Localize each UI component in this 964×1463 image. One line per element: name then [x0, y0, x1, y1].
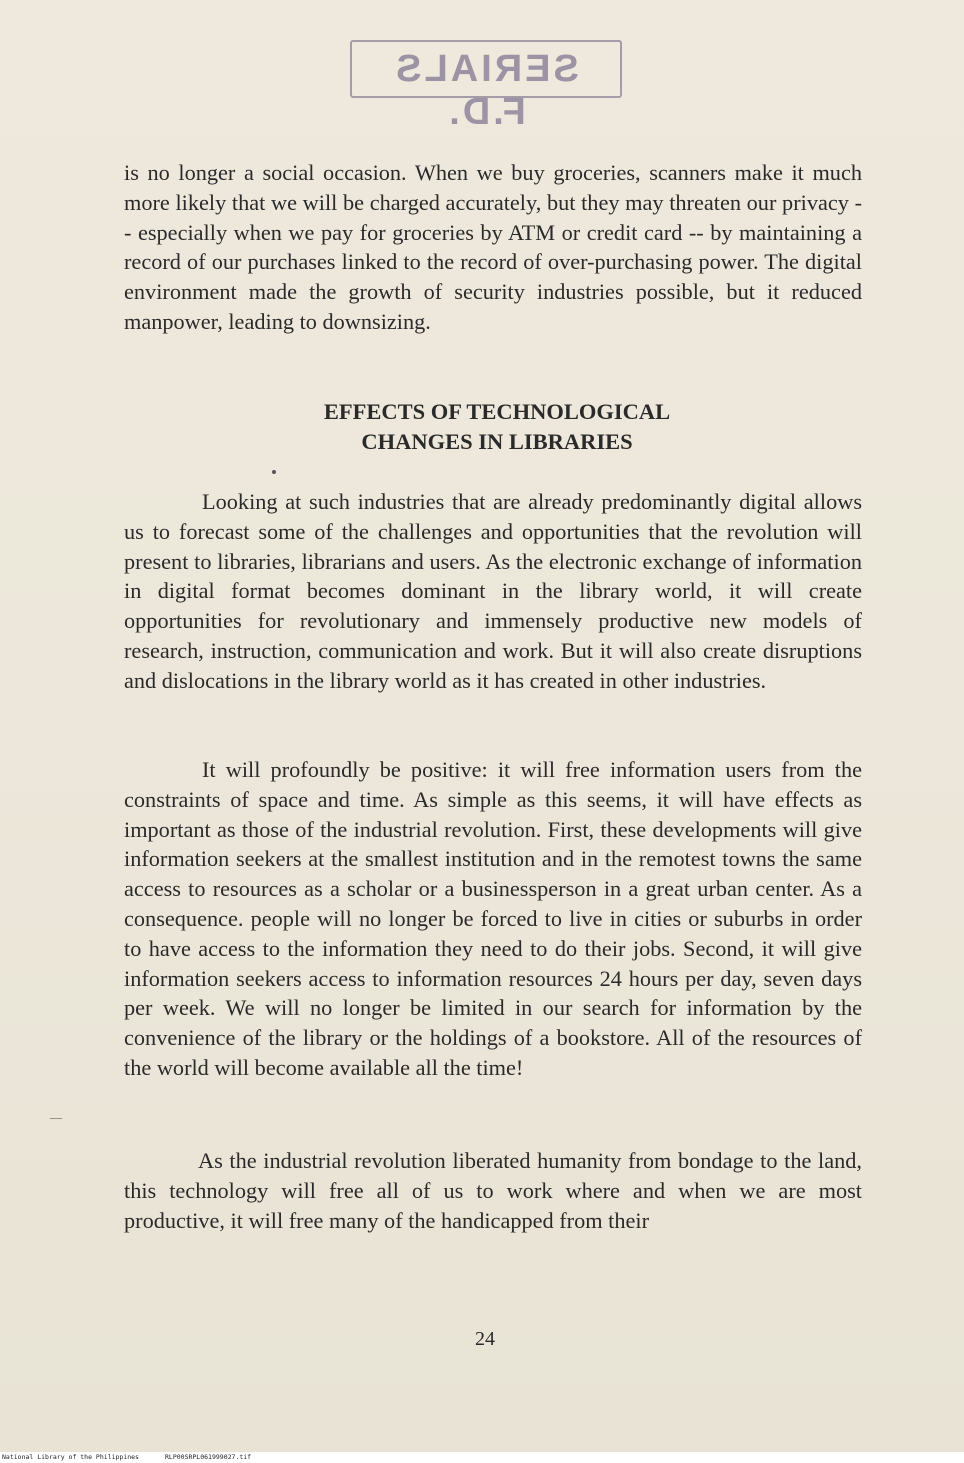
footer-institution: National Library of the Philippines [2, 1453, 139, 1461]
section-heading [124, 397, 870, 457]
stamp-text: SERIALS F.D. [393, 48, 579, 133]
paragraph-1: is no longer a social occasion. When we buy groceries, scanners make it much more likely that we will be charged accurately, but they may threaten our privacy -- especially when we pay for groceries by ATM or credit card -- by maintaining a record of our purchases linked to the record of over-purchasing power. The digital environment made the growth of security industries possible, but it reduced manpower, leading to downsizing. [124, 160, 862, 334]
heading-line-2: CHANGES IN LIBRARIES [361, 429, 633, 454]
paragraph-4: As the industrial revolution liberated humanity from bondage to the land, this technology will free all of us to work where and when we are most productive, it will free many of the handicapped from their [124, 1148, 862, 1233]
margin-mark [50, 1118, 62, 1119]
paragraph-2: Looking at such industries that are already predominantly digital allows us to forecast some of the challenges and opportunities that the revolution will present to libraries, librarians and users. As the electronic exchange of information in digital format becomes dominant in the library world, it will create opportunities for revolutionary and immensely productive new models of research, instruction, communication and work. But it will also create disruptions and dislocations in the library world as it has created in other industries. [124, 489, 862, 693]
paragraph-3: It will profoundly be positive: it will free information users from the constraints of space and time. As simple as this seems, it will have effects as important as those of the industrial revolution. First, these developments will give information seekers at the smallest institution and in the remotest towns the same access to resources as a scholar or a businessperson in a great urban center. As a consequence. people will no longer be forced to live in cities or suburbs in order to have access to the information they need to do their jobs. Second, it will give information seekers access to information resources 24 hours per day, seven days per week. We will no longer be limited in our search for information by the convenience of the library or the holdings of a bookstore. All of the resources of the world will become available all the time! [124, 757, 862, 1080]
serials-stamp [350, 40, 622, 133]
footer-file-id: RLP00SRPL061999027.tif [165, 1453, 252, 1461]
page-number: 24 [475, 1328, 495, 1350]
ink-speck [272, 470, 276, 474]
scan-footer [0, 1452, 964, 1463]
heading-line-1: EFFECTS OF TECHNOLOGICAL [323, 399, 671, 424]
